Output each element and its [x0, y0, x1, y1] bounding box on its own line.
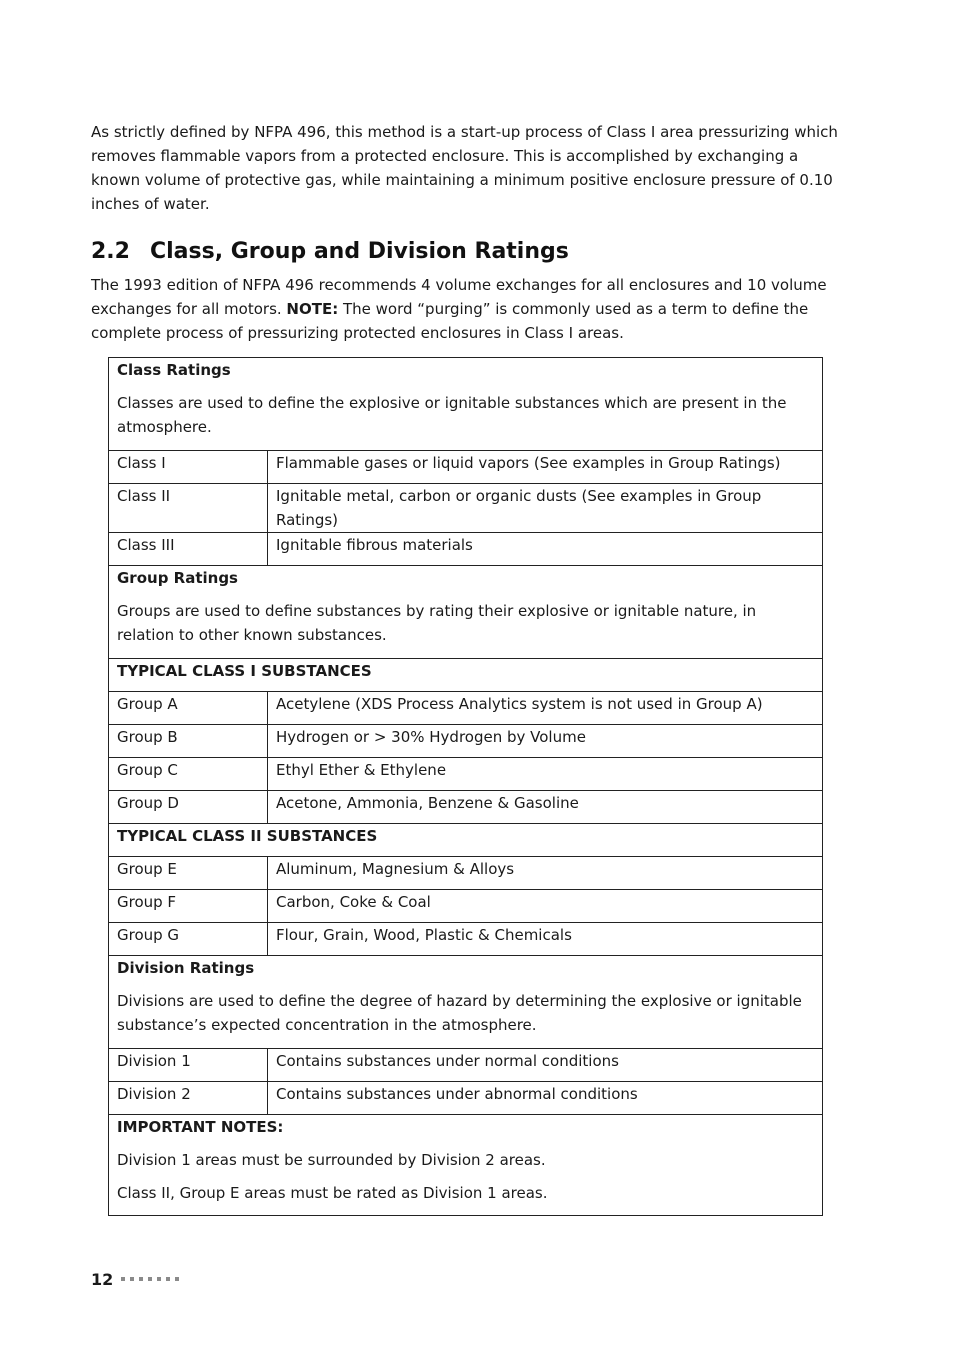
row-value: Ethyl Ether & Ethylene — [268, 758, 823, 791]
row-value: Carbon, Coke & Coal — [268, 890, 823, 923]
row-label: Group G — [109, 923, 268, 956]
class-ratings-title: Class Ratings — [117, 361, 231, 379]
row-value: Acetone, Ammonia, Benzene & Gasoline — [268, 791, 823, 824]
table-row — [109, 725, 823, 758]
class-ratings-section — [109, 358, 823, 451]
class2-substances-heading-row — [109, 824, 823, 857]
row-value: Ignitable fibrous materials — [268, 533, 823, 566]
table-row — [109, 857, 823, 890]
class-ratings-description: Classes are used to define the explosive or ignitable substances which are present in the atmosphere. — [117, 394, 787, 436]
lead-text-before: The 1993 edition of NFPA 496 recommends 4 volume exchanges for all enclosures and 10 volume exchanges for all motors. — [91, 276, 827, 318]
footer-dots-decoration — [121, 1277, 184, 1283]
row-label: Group B — [109, 725, 268, 758]
row-value: Contains substances under normal conditions — [268, 1049, 823, 1082]
intro-paragraph: As strictly defined by NFPA 496, this method is a start-up process of Class I area pressurizing which removes flammable vapors from a protected enclosure. This is accomplished by exchanging a known volume of protective gas, while maintaining a minimum positive enclosure pressure of 0.10 inches of water. — [91, 123, 838, 213]
section-number: 2.2 — [91, 239, 130, 264]
group-ratings-description: Groups are used to define substances by rating their explosive or ignitable nature, in relation to other known substances. — [117, 602, 757, 644]
row-label: Group D — [109, 791, 268, 824]
section-heading — [91, 236, 569, 268]
division-ratings-title: Division Ratings — [117, 959, 255, 977]
page-number: 12 — [91, 1270, 114, 1289]
lead-text-after: The word “purging” is commonly used as a term to define the complete process of pressurizing protected enclosures in Class I areas. — [91, 300, 809, 342]
important-notes-title: IMPORTANT NOTES: — [117, 1118, 284, 1136]
table-row — [109, 451, 823, 484]
table-row — [109, 791, 823, 824]
row-label: Class III — [109, 533, 268, 566]
table-row — [109, 890, 823, 923]
important-note: Class II, Group E areas must be rated as Division 1 areas. — [117, 1184, 548, 1202]
row-value: Flour, Grain, Wood, Plastic & Chemicals — [268, 923, 823, 956]
row-value: Flammable gases or liquid vapors (See examples in Group Ratings) — [268, 451, 823, 484]
section-title: Class, Group and Division Ratings — [150, 239, 569, 264]
table-row — [109, 533, 823, 566]
row-value: Ignitable metal, carbon or organic dusts (See examples in Group Ratings) — [268, 484, 823, 533]
row-label: Group F — [109, 890, 268, 923]
ratings-table — [108, 357, 823, 1216]
table-row — [109, 923, 823, 956]
important-notes-section — [109, 1115, 823, 1216]
row-label: Division 1 — [109, 1049, 268, 1082]
row-value: Hydrogen or > 30% Hydrogen by Volume — [268, 725, 823, 758]
class2-substances-heading: TYPICAL CLASS II SUBSTANCES — [109, 824, 823, 857]
table-row — [109, 1049, 823, 1082]
division-ratings-description: Divisions are used to define the degree of hazard by determining the explosive or ignitable substance’s expected concentration in the atmosphere. — [117, 992, 802, 1034]
row-label: Group C — [109, 758, 268, 791]
table-row — [109, 484, 823, 533]
row-label: Group E — [109, 857, 268, 890]
row-value: Aluminum, Magnesium & Alloys — [268, 857, 823, 890]
row-value: Contains substances under abnormal conditions — [268, 1082, 823, 1115]
table-row — [109, 758, 823, 791]
row-value: Acetylene (XDS Process Analytics system is not used in Group A) — [268, 692, 823, 725]
table-row — [109, 692, 823, 725]
group-ratings-title: Group Ratings — [117, 569, 238, 587]
row-label: Class I — [109, 451, 268, 484]
class1-substances-heading: TYPICAL CLASS I SUBSTANCES — [109, 659, 823, 692]
row-label: Class II — [109, 484, 268, 533]
row-label: Division 2 — [109, 1082, 268, 1115]
table-row — [109, 1082, 823, 1115]
section-lead-paragraph — [91, 273, 831, 345]
division-ratings-section — [109, 956, 823, 1049]
row-label: Group A — [109, 692, 268, 725]
group-ratings-section — [109, 566, 823, 659]
lead-note-label: NOTE: — [286, 300, 339, 318]
important-note: Division 1 areas must be surrounded by Division 2 areas. — [117, 1151, 546, 1169]
class1-substances-heading-row — [109, 659, 823, 692]
